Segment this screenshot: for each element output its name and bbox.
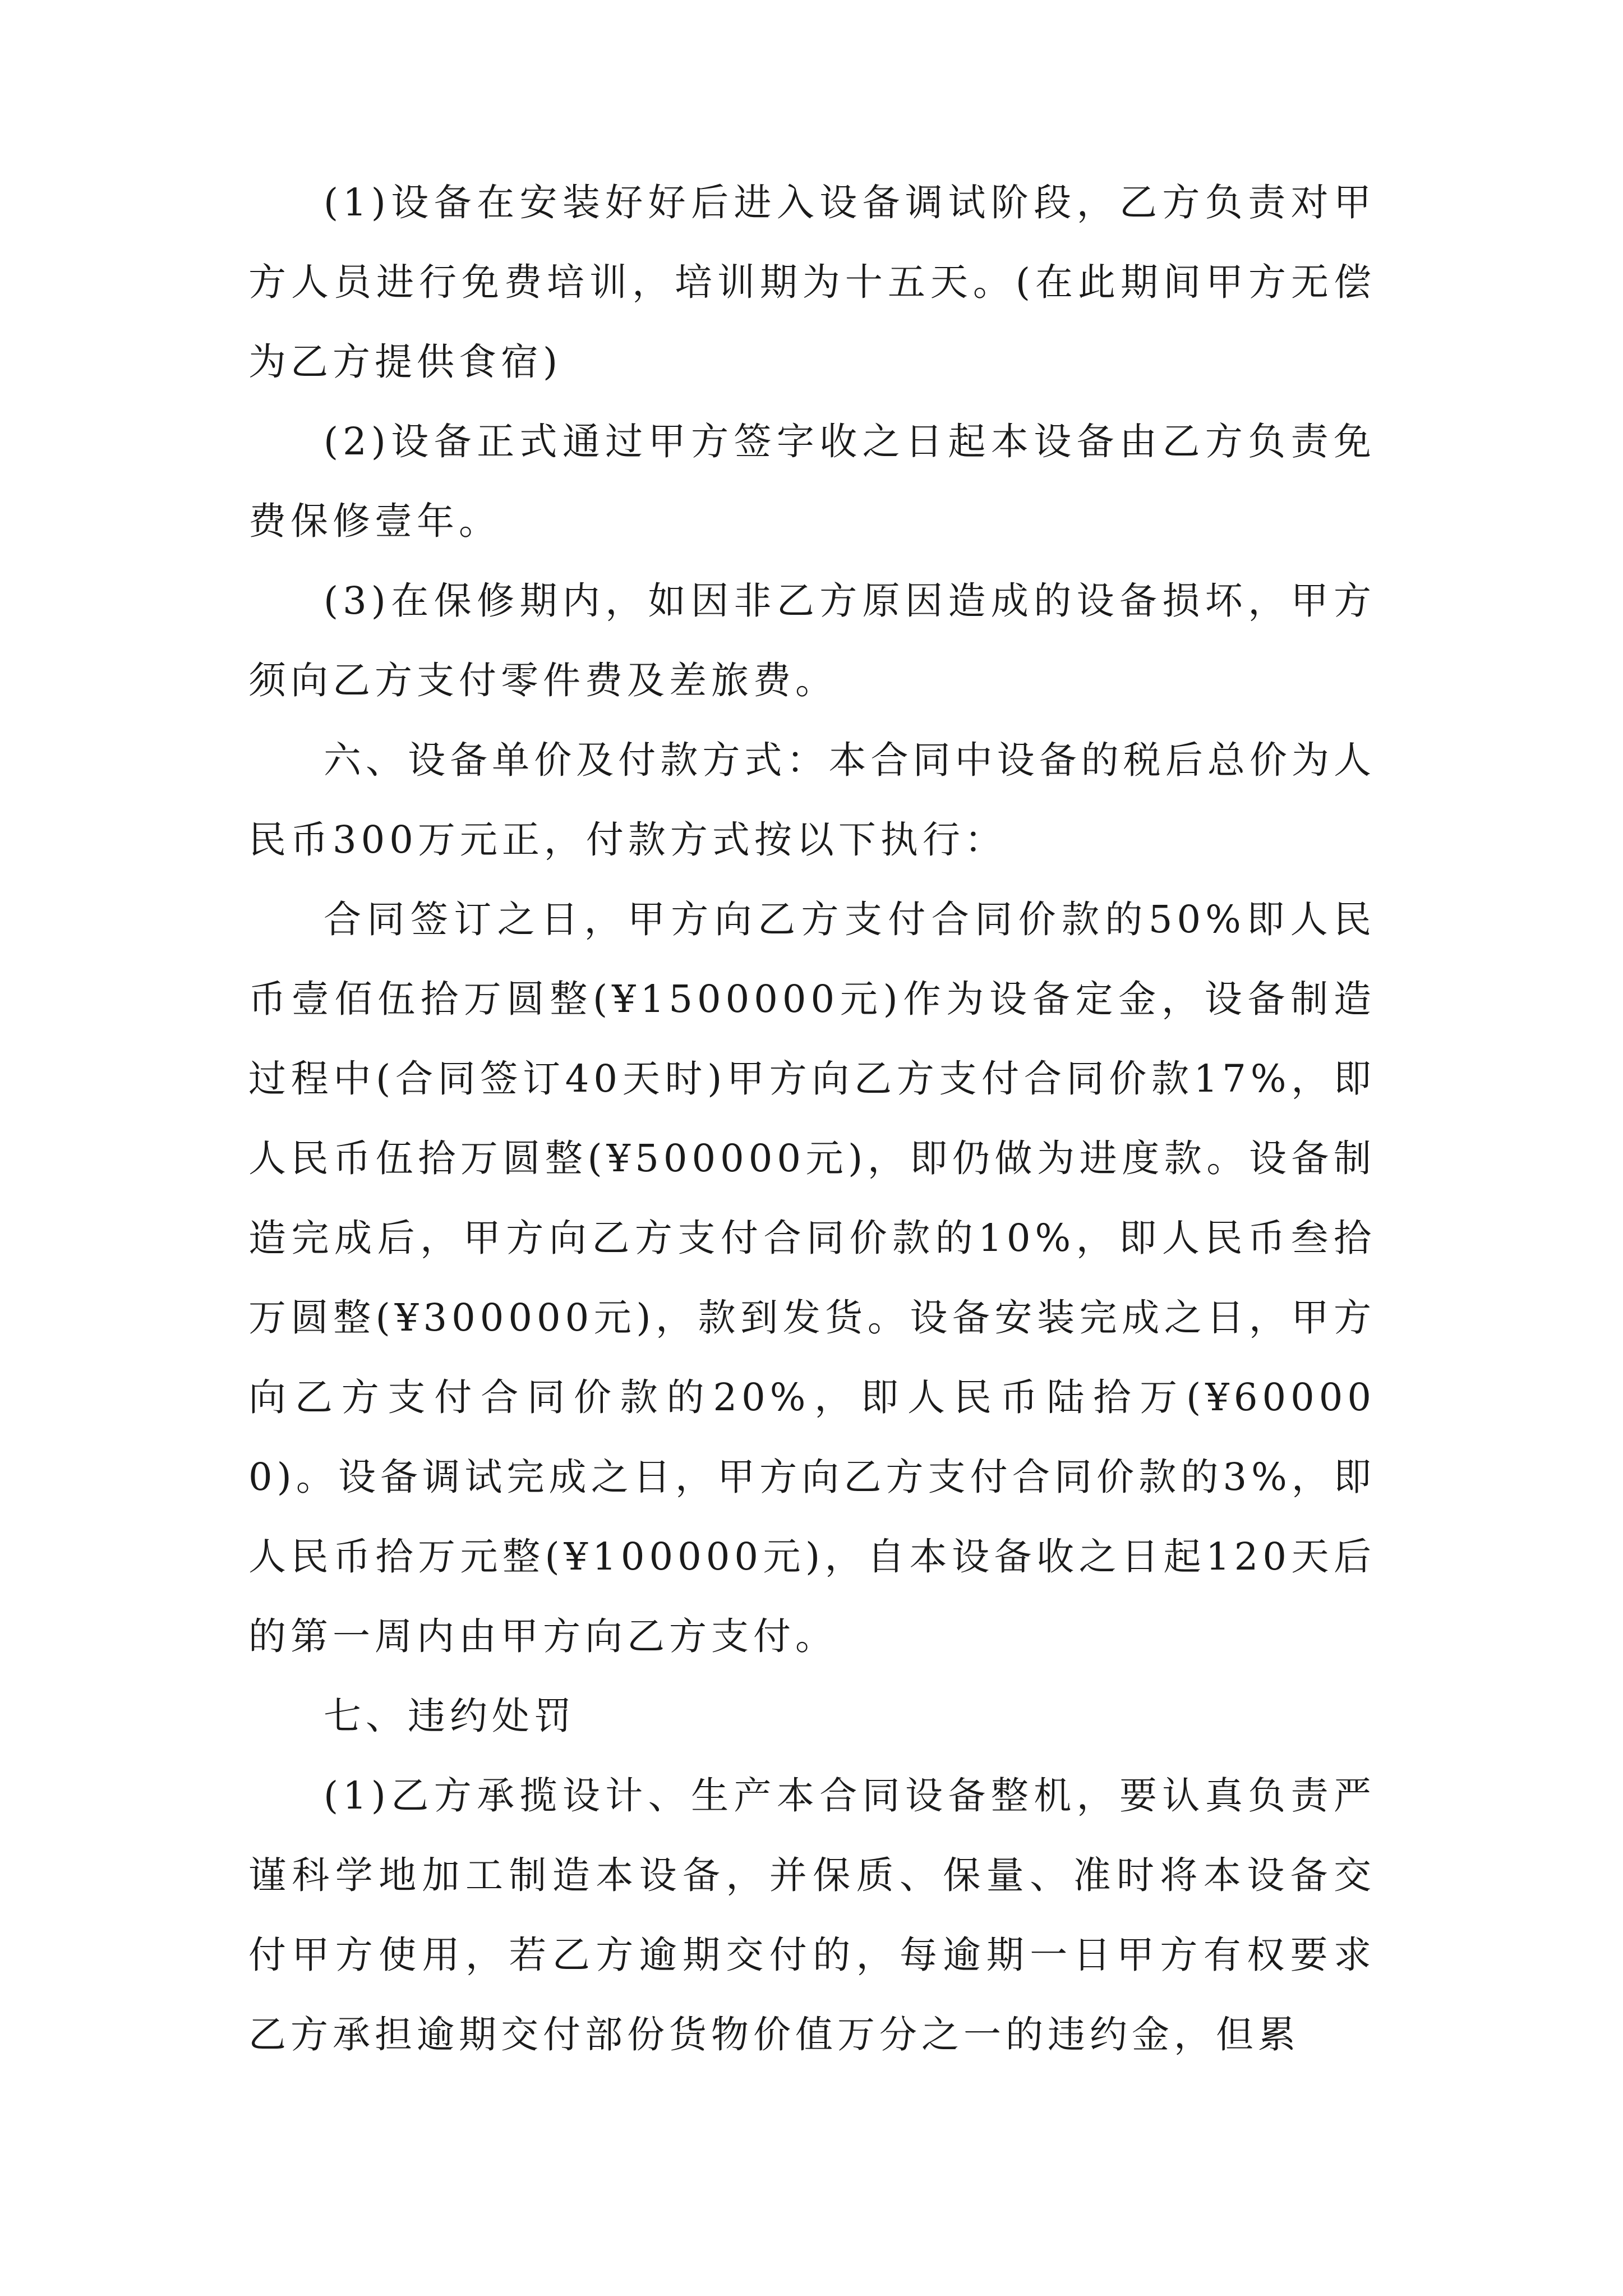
paragraph-warranty: (2)设备正式通过甲方签字收之日起本设备由乙方负责免费保修壹年。 — [248, 420, 1376, 543]
paragraph-warranty-damage: (3)在保修期内，如因非乙方原因造成的设备损坏，甲方须向乙方支付零件费及差旅费。 — [248, 579, 1376, 702]
paragraph-breach-heading: 七、违约处罚 — [324, 1694, 576, 1738]
paragraph-price-heading: 六、设备单价及付款方式：本合同中设备的税后总价为人民币300万元正，付款方式按以下执行： — [248, 738, 1376, 862]
paragraph-payment-terms: 合同签订之日，甲方向乙方支付合同价款的50%即人民币壹佰伍拾万圆整(¥1500000元)作为设备定金，设备制造过程中(合同签订40天时)甲方向乙方支付合同价款17%，即人民币伍拾万圆整(¥500000元)，即仍做为进度款。设备制造完成后，甲方向乙方支付合同价款的10%，即人民币叁拾万圆整(¥300000元)，款到发货。设备安装完成之日，甲方向乙方支付合同价款的20%，即人民币陆拾万(¥600000)。设备调试完成之日，甲方向乙方支付合同价款的3%，即人民币拾万元整(¥100000元)，自本设备收之日起120天后的第一周内由甲方向乙方支付。 — [248, 898, 1376, 1658]
paragraph-breach-1: (1)乙方承揽设计、生产本合同设备整机，要认真负责严谨科学地加工制造本设备，并保质、保量、准时将本设备交付甲方使用，若乙方逾期交付的，每逾期一日甲方有权要求乙方承担逾期交付部份货物价值万分之一的违约金，但累 — [248, 1774, 1376, 2056]
paragraph-training: (1)设备在安装好好后进入设备调试阶段，乙方负责对甲方人员进行免费培训，培训期为十五天。(在此期间甲方无偿为乙方提供食宿) — [248, 181, 1376, 384]
document-body — [248, 163, 1376, 2074]
